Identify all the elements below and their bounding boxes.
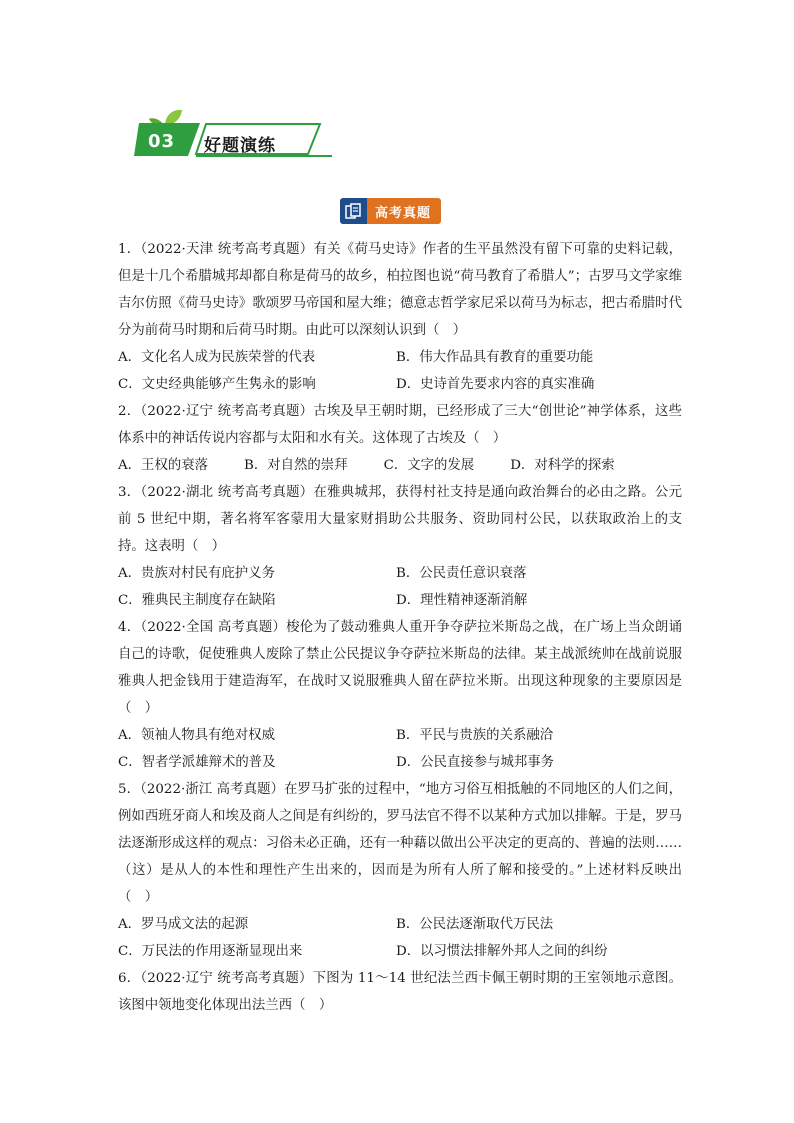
option-d[interactable]: D．理性精神逐渐消解 [396, 593, 528, 608]
option-row [118, 452, 682, 479]
question-5 [118, 776, 682, 965]
option-row [118, 749, 682, 776]
option-a[interactable]: A．王权的衰落 [118, 458, 209, 473]
option-a[interactable]: A．罗马成文法的起源 [118, 917, 249, 932]
option-d[interactable]: D．史诗首先要求内容的真实准确 [396, 377, 595, 392]
option-row [118, 938, 682, 965]
option-b[interactable]: B．对自然的崇拜 [244, 458, 348, 473]
question-stem: 4．（2022·全国 高考真题）梭伦为了鼓动雅典人重开争夺萨拉米斯岛之战，在广场上当众朗诵自己的诗歌，促使雅典人废除了禁止公民提议争夺萨拉米斯岛的法律。某主战派统帅在战前说服雅典人把金钱用于建造海军，在战时又说服雅典人留在萨拉米斯。出现这种现象的主要原因是（ ） [118, 620, 682, 716]
section-header [134, 108, 334, 160]
exam-badge-label: 高考真题 [367, 198, 441, 224]
question-3 [118, 479, 682, 614]
question-stem: 3．（2022·湖北 统考高考真题）在雅典城邦，获得村社支持是通向政治舞台的必由之路。公元前 5 世纪中期，著名将军客蒙用大量家财捐助公共服务、资助同村公民，以获取政治上的支持。这表明（ ） [118, 485, 682, 554]
question-4 [118, 614, 682, 776]
exam-paper-icon [340, 198, 367, 224]
option-d[interactable]: D．以习惯法排解外邦人之间的纠纷 [396, 944, 608, 959]
section-number: 03 [148, 131, 176, 152]
option-a[interactable]: A．领袖人物具有绝对权威 [118, 728, 275, 743]
option-b[interactable]: B．公民责任意识衰落 [396, 566, 527, 581]
option-b[interactable]: B．公民法逐渐取代万民法 [396, 917, 554, 932]
option-b[interactable]: B．伟大作品具有教育的重要功能 [396, 350, 594, 365]
option-row [118, 560, 682, 587]
option-d[interactable]: D．公民直接参与城邦事务 [396, 755, 555, 770]
option-c[interactable]: C．文史经典能够产生隽永的影响 [118, 377, 316, 392]
question-stem: 5．（2022·浙江 高考真题）在罗马扩张的过程中，“地方习俗互相抵触的不同地区的人们之间，例如西班牙商人和埃及商人之间是有纠纷的，罗马法官不得不以某种方式加以排解。于是，罗马法逐渐形成这样的观点：习俗未必正确，还有一种藉以做出公平决定的更高的、普遍的法则……（这）是从人的本性和理性产生出来的，因而是为所有人所了解和接受的。”上述材料反映出（ ） [118, 782, 682, 905]
option-a[interactable]: A．文化名人成为民族荣誉的代表 [118, 350, 316, 365]
option-b[interactable]: B．平民与贵族的关系融洽 [396, 728, 554, 743]
exam-badge [340, 198, 441, 224]
option-d[interactable]: D．对科学的探索 [510, 458, 615, 473]
option-c[interactable]: C．万民法的作用逐渐显现出来 [118, 944, 303, 959]
option-c[interactable]: C．雅典民主制度存在缺陷 [118, 593, 276, 608]
question-1 [118, 236, 682, 398]
option-row [118, 722, 682, 749]
option-a[interactable]: A．贵族对村民有庇护义务 [118, 566, 275, 581]
question-stem: 2．（2022·辽宁 统考高考真题）古埃及早王朝时期，已经形成了三大“创世论”神学体系，这些体系中的神话传说内容都与太阳和水有关。这体现了古埃及（ ） [118, 404, 682, 446]
question-6 [118, 965, 682, 1019]
option-row [118, 911, 682, 938]
option-row [118, 344, 682, 371]
option-c[interactable]: C．文字的发展 [383, 458, 475, 473]
question-stem: 6．（2022·辽宁 统考高考真题）下图为 11～14 世纪法兰西卡佩王朝时期的王室领地示意图。该图中领地变化体现出法兰西（ ） [118, 971, 682, 1013]
question-list [118, 236, 682, 1019]
option-c[interactable]: C．智者学派雄辩术的普及 [118, 755, 276, 770]
option-row [118, 371, 682, 398]
section-title: 好题演练 [204, 136, 276, 156]
question-2 [118, 398, 682, 479]
option-row [118, 587, 682, 614]
question-stem: 1．（2022·天津 统考高考真题）有关《荷马史诗》作者的生平虽然没有留下可靠的史料记载，但是十几个希腊城邦却都自称是荷马的故乡，柏拉图也说“荷马教育了希腊人”；古罗马文学家维吉尔仿照《荷马史诗》歌颂罗马帝国和屋大维；德意志哲学家尼采以荷马为标志，把古希腊时代分为前荷马时期和后荷马时期。由此可以深刻认识到（ ） [118, 242, 682, 338]
